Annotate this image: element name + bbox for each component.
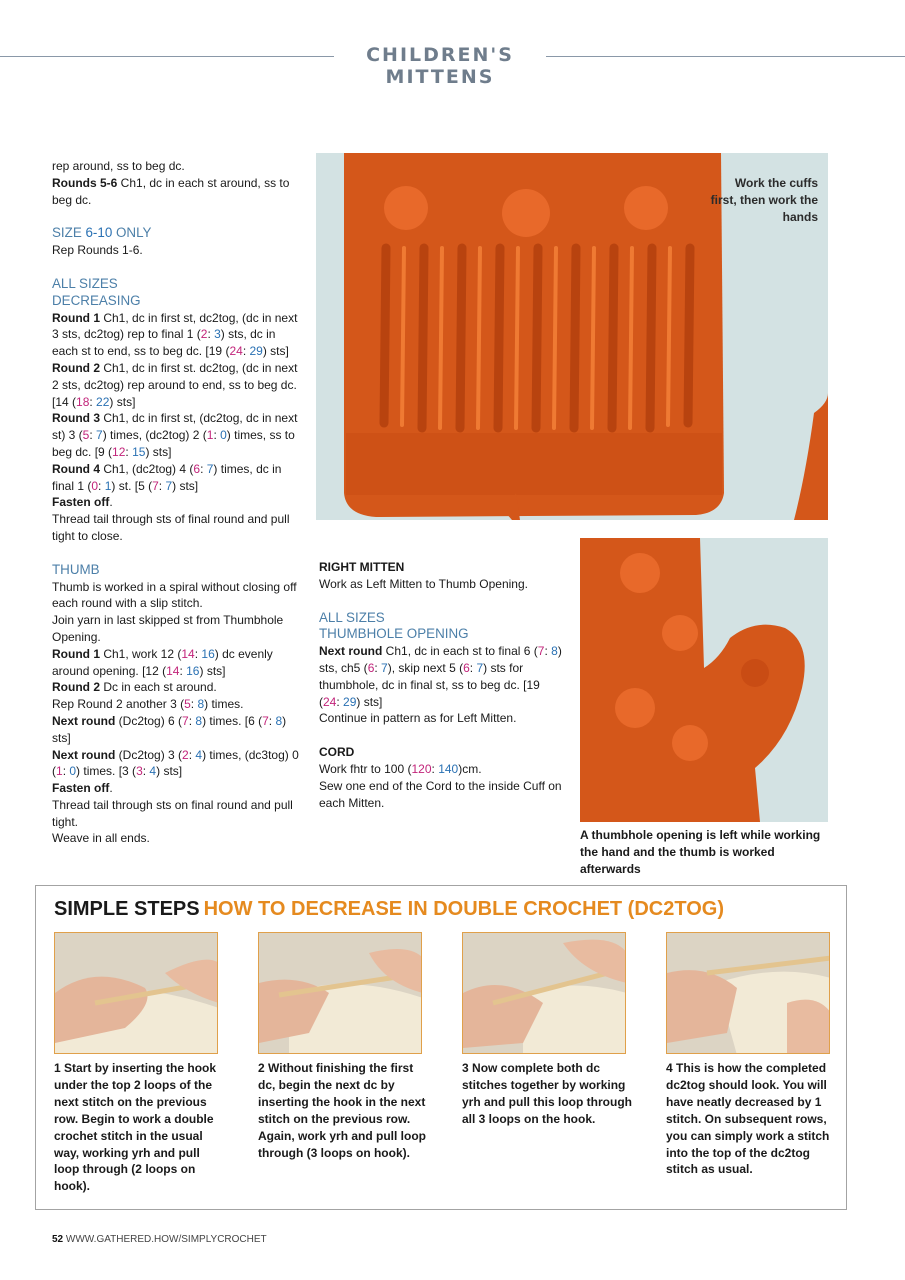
fasten-off: Fasten off. <box>52 495 113 510</box>
fasten-off: Fasten off. <box>52 781 113 796</box>
step-2-photo <box>258 932 422 1054</box>
pattern-text: Rounds 5-6 Ch1, dc in each st around, ss to beg dc. <box>52 175 290 207</box>
mitten-thumb-illustration <box>580 538 828 822</box>
thumbhole-heading: THUMBHOLE OPENING <box>319 626 469 642</box>
round-2-text: Round 2 Ch1, dc in first st. dc2tog, (dc in next 2 sts, dc2tog) rep around to end, ss to beg dc. [14 (18: 22) sts] <box>52 360 298 409</box>
mitten-cuff-photo <box>316 153 828 520</box>
step-3-photo <box>462 932 626 1054</box>
repeat-text: Rep Round 2 another 3 (5: 8) times. <box>52 697 244 712</box>
crochet-step-illustration <box>463 933 626 1054</box>
right-mitten-heading: RIGHT MITTEN <box>319 560 405 574</box>
decreasing-heading: DECREASING <box>52 292 141 308</box>
pattern-text: Join yarn in last skipped st from Thumbhole Opening. <box>52 613 284 644</box>
crochet-step-illustration <box>667 933 830 1054</box>
round-4-text: Round 4 Ch1, (dc2tog) 4 (6: 7) times, dc in final 1 (0: 1) st. [5 (7: 7) sts] <box>52 461 282 493</box>
step-2-text: 2 Without finishing the first dc, begin the next dc by inserting the hook in the next stitch on the previous row. Again, work yrh and pull loop through (3 loops on hook). <box>258 1061 427 1160</box>
page-footer <box>52 1234 267 1245</box>
pattern-text: Rep Rounds 1-6. <box>52 243 143 258</box>
size-heading: SIZE 6-10 ONLY <box>52 225 152 241</box>
footer-url: WWW.GATHERED.HOW/SIMPLYCROCHET <box>63 1234 267 1245</box>
simple-steps-title: SIMPLE STEPS HOW TO DECREASE IN DOUBLE CROCHET (DC2TOG) <box>54 898 724 920</box>
page-number: 52 <box>52 1234 64 1245</box>
next-round-1: Next round (Dc2tog) 6 (7: 8) times. [6 (7: 8) sts] <box>52 713 287 745</box>
pattern-text: Work as Left Mitten to Thumb Opening. <box>319 576 528 591</box>
simple-steps-box <box>35 885 847 1210</box>
pattern-text: Sew one end of the Cord to the inside Cuff on each Mitten. <box>319 778 562 810</box>
pattern-text: Weave in all ends. <box>52 831 150 846</box>
pattern-text: Thread tail through sts on final round and pull tight. <box>52 797 293 829</box>
pattern-text: Thread tail through sts of final round and pull tight to close. <box>52 512 290 543</box>
pattern-text: rep around, ss to beg dc. <box>52 159 185 173</box>
thumbhole-photo <box>580 538 828 822</box>
next-round-2: Next round (Dc2tog) 3 (2: 4) times, (dc3tog) 0 (1: 0) times. [3 (3: 4) sts] <box>52 747 299 779</box>
round-3-text: Round 3 Ch1, dc in first st, (dc2tog, dc in next st) 3 (5: 7) times, (dc2tog) 2 (1: 0) times, ss to beg dc. [9 (12: 15) sts] <box>52 411 298 459</box>
left-column <box>52 158 304 847</box>
thumbhole-caption: A thumbhole opening is left while working the hand and the thumb is worked afterwards <box>580 828 821 876</box>
crochet-step-illustration <box>259 933 422 1054</box>
step-3-text: 3 Now complete both dc stitches together by working yrh and pull this loop through all 3 loops on the hook. <box>462 1061 632 1126</box>
cord-text: Work fhtr to 100 (120: 140)cm. <box>319 761 482 776</box>
thumbhole-next-round: Next round Ch1, dc in each st to final 6 (7: 8) sts, ch5 (6: 7), skip next 5 (6: 7) sts for thumbhole, dc in final st, ss to beg dc. [19 (24: 29) sts] <box>319 644 562 709</box>
all-sizes-heading: ALL SIZES <box>319 609 385 625</box>
thumb-heading: THUMB <box>52 561 100 577</box>
pattern-text: Continue in pattern as for Left Mitten. <box>319 711 517 726</box>
round-1-text: Round 1 Ch1, dc in first st, dc2tog, (dc in next 3 sts, dc2tog) rep to final 1 (2: 3) sts, dc in each st to end, ss to beg dc. [19 (24: 29) sts] <box>52 310 298 359</box>
step-4-text: 4 This is how the completed dc2tog should look. You will have neatly decreased by 1 stitch. On subsequent rows, you can simply work a stitch into the top of the dc2tog stitch as usual. <box>666 1061 830 1177</box>
middle-column <box>319 559 562 811</box>
pattern-text: Thumb is worked in a spiral without closing off each round with a slip stitch. <box>52 579 297 611</box>
step-4-photo <box>666 932 830 1054</box>
crochet-step-illustration <box>55 933 218 1054</box>
step-1-text: 1 Start by inserting the hook under the top 2 loops of the next stitch on the previous row. Begin to work a double crochet stitch in the usual way, working yrh and pull loop through (2 loops on hook). <box>54 1061 217 1194</box>
thumb-round-1: Round 1 Ch1, work 12 (14: 16) dc evenly around opening. [12 (14: 16) sts] <box>52 646 273 678</box>
all-sizes-heading: ALL SIZES <box>52 275 118 291</box>
step-1-photo <box>54 932 218 1054</box>
header-rule-left <box>0 56 334 57</box>
header-rule-right <box>546 56 905 57</box>
thumb-round-2: Round 2 Dc in each st around. <box>52 680 217 695</box>
photo-caption-overlay: Work the cuffs first, then work the hands <box>710 176 818 224</box>
cord-heading: CORD <box>319 745 355 760</box>
page-title: CHILDREN'S MITTENS <box>366 44 514 88</box>
